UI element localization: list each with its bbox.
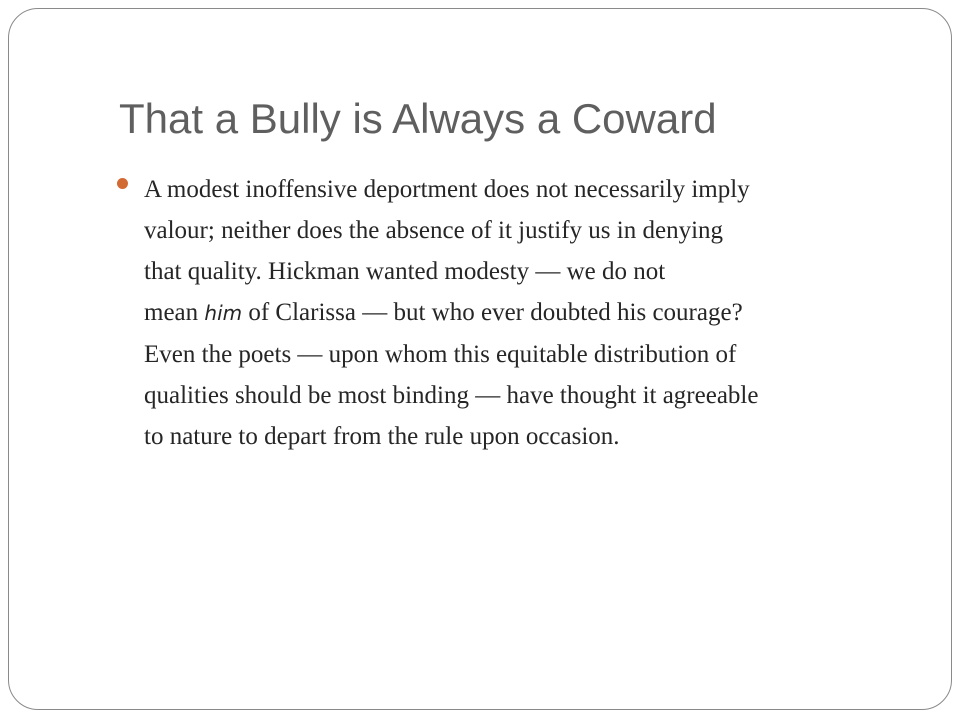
bullet-text-segment: of Clarissa — but who ever doubted his courage? [242, 299, 743, 326]
bullet-line: to nature to depart from the rule upon occasion. [144, 423, 620, 450]
bullet-item [117, 169, 917, 457]
bullet-list [117, 169, 917, 457]
bullet-line: Even the poets — upon whom this equitable distribution of [144, 341, 737, 368]
bullet-line: valour; neither does the absence of it justify us in denying [144, 217, 724, 244]
bullet-line: that quality. Hickman wanted modesty — we do not [144, 258, 666, 285]
bullet-line: qualities should be most binding — have thought it agreeable [144, 382, 759, 409]
bullet-line [144, 292, 917, 334]
bullet-line: A modest inoffensive deportment does not necessarily imply [144, 176, 750, 203]
bullet-dot-icon [117, 178, 128, 189]
slide-title: That a Bully is Always a Coward [119, 95, 717, 142]
slide-frame [8, 8, 952, 710]
bullet-text-segment: mean [144, 299, 205, 326]
emphasized-word: him [204, 301, 243, 325]
